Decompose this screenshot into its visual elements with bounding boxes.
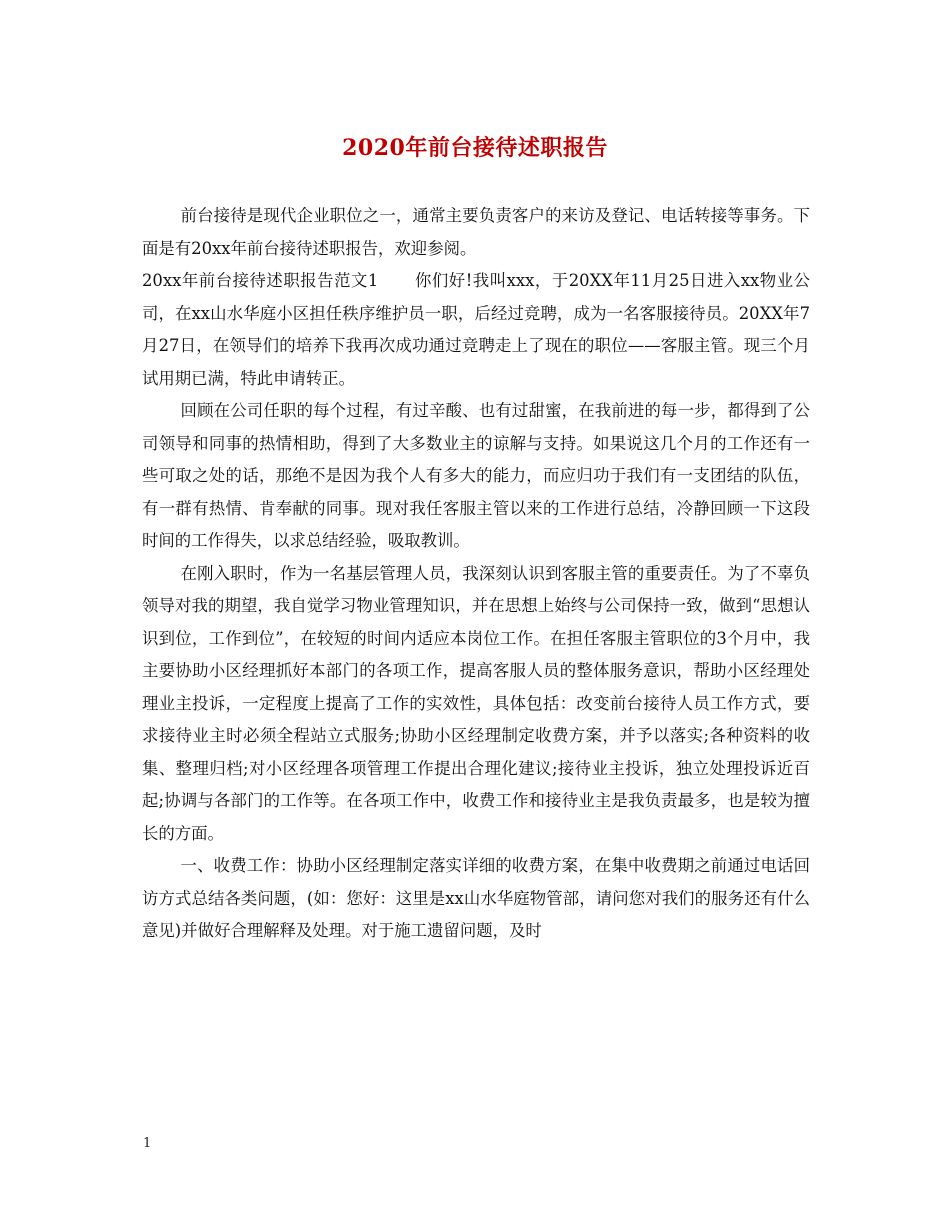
intro-paragraph: 前台接待是现代企业职位之一，通常主要负责客户的来访及登记、电话转接等事务。下面是有20xx年前台接待述职报告，欢迎参阅。 — [142, 206, 810, 258]
body-paragraph-review: 回顾在公司任职的每个过程，有过辛酸、也有过甜蜜，在我前进的每一步，都得到了公司领导和同事的热情相助，得到了大多数业主的谅解与支持。如果说这几个月的工作还有一些可取之处的话，那绝不是因为我个人有多大的能力，而应归功于我们有一支团结的队伍，有一群有热情、肯奉献的同事。现对我任客服主管以来的工作进行总结，冷静回顾一下这段时间的工作得失，以求总结经验，吸取教训。 — [142, 401, 810, 550]
body-paragraph-fee-work: 一、收费工作：协助小区经理制定落实详细的收费方案，在集中收费期之前通过电话回访方式总结各类问题，(如：您好：这里是xx山水华庭物管部，请问您对我们的服务还有什么意见)并做好合理解释及处理。对于施工遗留问题，及时 — [142, 856, 810, 940]
section-paragraph — [142, 265, 810, 395]
page-number: 1 — [143, 1136, 152, 1151]
section-opening-text: 你们好!我叫xxx，于20XX年11月25日进入xx物业公司，在xx山水华庭小区担任秩序维护员一职，后经过竞聘，成为一名客服接待员。20XX年7月27日，在领导们的培养下我再次成功通过竞聘走上了现在的职位——客服主管。现三个月试用期已满，特此申请转正。 — [142, 271, 810, 388]
section-heading: 20xx年前台接待述职报告范文1 — [142, 271, 379, 290]
body-paragraph-duties: 在刚入职时，作为一名基层管理人员，我深刻认识到客服主管的重要责任。为了不辜负领导对我的期望，我自觉学习物业管理知识，并在思想上始终与公司保持一致，做到“思想认识到位，工作到位”，在较短的时间内适应本岗位工作。在担任客服主管职位的3个月中，我主要协助小区经理抓好本部门的各项工作，提高客服人员的整体服务意识，帮助小区经理处理业主投诉，一定程度上提高了工作的实效性，具体包括：改变前台接待人员工作方式，要求接待业主时必须全程站立式服务;协助小区经理制定收费方案，并予以落实;各种资料的收集、整理归档;对小区经理各项管理工作提出合理化建议;接待业主投诉，独立处理投诉近百起;协调与各部门的工作等。在各项工作中，收费工作和接待业主是我负责最多，也是较为擅长的方面。 — [142, 563, 810, 843]
document-title: 2020年前台接待述职报告 — [342, 135, 608, 161]
document-body — [142, 200, 810, 948]
